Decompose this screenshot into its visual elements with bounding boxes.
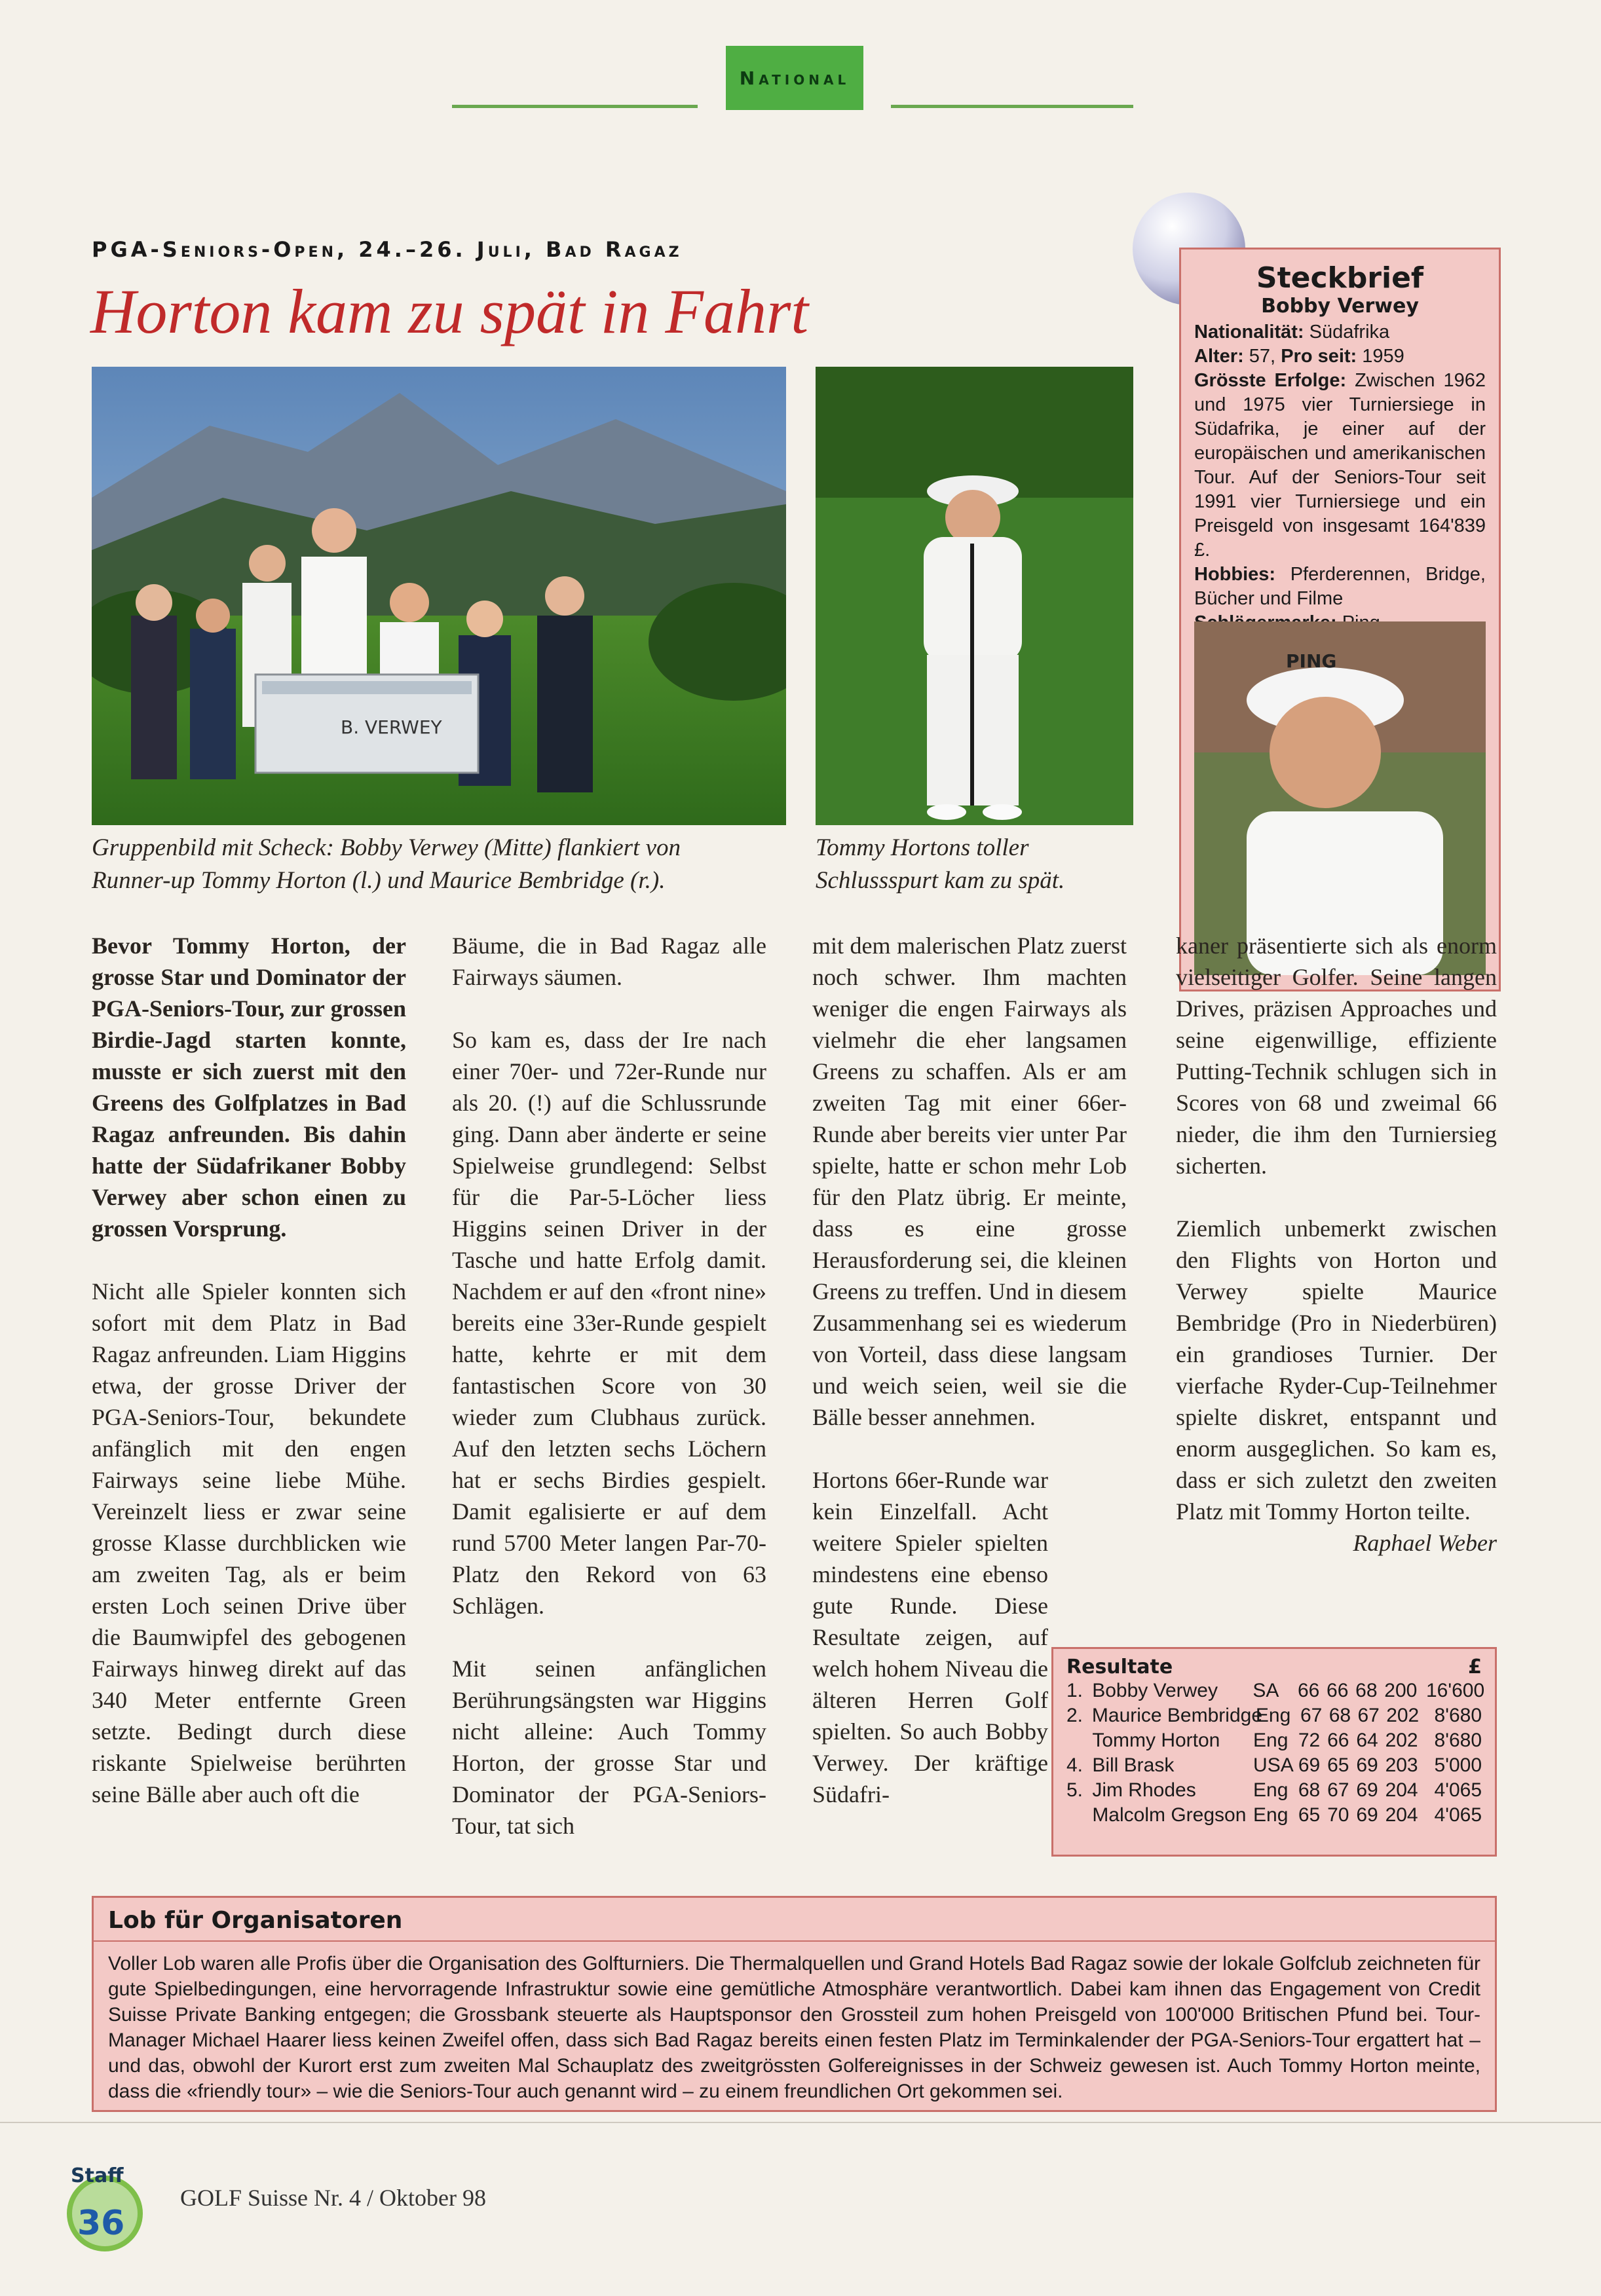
lob-box-body: Voller Lob waren alle Profis über die Organisation des Golfturniers. Die Thermalquellen und Grand Hotels Bad Ragaz sowie der lokale Golfclub zeichneten für gute Spielbedingungen, eine hervorragende Infrastruktur sowie eine gemütliche Atmosphäre verantwortlich. Dabei kam ihnen das Engagement von Credit Suisse Private Banking entgegen; die Grossbank steuerte als Hauptsponsor den Grossteil zum hohen Preisgeld von 100'000 Britischen Pfund bei. Tour-Manager Michael Haarer liess keinen Zweifel offen, dass sich Bad Ragaz bereits einen festen Platz im Terminkalender der PGA-Seniors-Tour ergattert hat – und das, obwohl der Kurort erst zum zweiten Mal Schauplatz des zweitgrössten Golfereignisses in der Schweiz gewesen ist. Auch Tommy Horton meinte, dass die «friendly tour» – wie die Seniors-Tour auch genannt wird – zu einem freundlichen Ort gekommen sei. [108, 1953, 1480, 2102]
article-kicker: PGA-Seniors-Open, 24.–26. Juli, Bad Ragaz [92, 237, 683, 262]
steckbrief-value: Pferderennen, Bridge, Bücher und Filme [1194, 564, 1486, 609]
footer-rule [0, 2122, 1601, 2123]
publication-info: GOLF Suisse Nr. 4 / Oktober 98 [180, 2185, 486, 2211]
steckbrief-value: 57, [1249, 346, 1276, 367]
result-round-2: 68 [1328, 1705, 1351, 1726]
result-round-3: 69 [1356, 1804, 1378, 1826]
result-player-name: Jim Rhodes [1092, 1779, 1196, 1801]
staff-logo-text: Staff [71, 2164, 124, 2187]
result-round-3: 68 [1355, 1680, 1378, 1701]
result-prize: 5'000 [1434, 1754, 1482, 1776]
verwey-photo-image [1194, 621, 1486, 975]
horton-photo [816, 367, 1133, 825]
result-total: 204 [1385, 1779, 1418, 1801]
verwey-photo [1194, 621, 1486, 975]
article-paragraph: Bäume, die in Bad Ragaz alle Fairways säumen. [452, 933, 766, 990]
article-headline: Horton kam zu spät in Fahrt [90, 276, 809, 346]
result-round-3: 69 [1356, 1754, 1378, 1776]
result-player-name: Bobby Verwey [1092, 1680, 1218, 1701]
result-round-2: 70 [1327, 1804, 1349, 1826]
result-total: 200 [1384, 1680, 1418, 1701]
header-rule-right [891, 105, 1133, 108]
resultate-table [1066, 1678, 1485, 1828]
caption-horton-photo: Tommy Hortons toller Schlussspurt kam zu spät. [816, 834, 1065, 894]
result-round-3: 69 [1356, 1779, 1378, 1801]
article-paragraph: Nicht alle Spieler konnten sich sofort mit dem Platz in Bad Ragaz anfreunden. Liam Higgins etwa, der grosse Driver der PGA-Seniors-Tour, bekundete anfänglich mit den engen Fairways seine liebe Mühe. Vereinzelt liess er zwar seine grosse Klasse durchblicken wie am zweiten Tag, als er beim ersten Loch seinen Drive über die Baumwipfel des gebogenen Fairways hinweg direkt auf das 340 Meter entfernte Green setzte. Bedingt durch diese riskante Spielweise berührten seine Bälle aber auch oft die [92, 1278, 406, 1807]
result-total: 203 [1385, 1754, 1418, 1776]
result-round-2: 66 [1327, 1680, 1349, 1701]
result-row [1066, 1678, 1485, 1703]
article-paragraph: mit dem malerischen Platz zuerst noch schwer. Ihm machten weniger die engen Fairways als vielmehr die eher langsamen Greens zu schaffen. Als er am zweiten Tag mit einer 66er-Runde aber bereits vier unter Par spielte, hatte er schon mehr Lob für den Platz übrig. Er meinte, dass es eine grosse Herausforderung sei, die kleinen Greens zu treffen. Und in diesem Zusammenhang sei es wiederum von Vorteil, dass diese langsam und weich seien, weil sie die Bälle besser annehmen. [812, 933, 1127, 1430]
article-paragraph: Mit seinen anfänglichen Berührungsängsten war Higgins nicht alleine: Auch Tommy Horton, der grosse Star und Dominator der PGA-Seniors-Tour, tat sich [452, 1656, 766, 1839]
steckbrief-name: Bobby Verwey [1261, 295, 1419, 318]
lob-box-title: Lob für Organisatoren [108, 1907, 403, 1934]
result-round-2: 66 [1327, 1730, 1349, 1751]
result-row [1066, 1753, 1482, 1778]
cheque-name-text: B. VERWEY [341, 716, 442, 738]
result-row [1066, 1728, 1482, 1753]
result-row [1066, 1778, 1482, 1803]
steckbrief-label: Hobbies: [1194, 564, 1276, 585]
result-rank: 4. [1066, 1754, 1083, 1776]
result-prize: 4'065 [1434, 1779, 1482, 1801]
horton-photo-image [816, 367, 1133, 825]
result-rank: 5. [1066, 1779, 1083, 1801]
result-nationality: SA [1253, 1680, 1279, 1701]
steckbrief-title: Steckbrief [1256, 261, 1424, 295]
article-paragraph: kaner präsentierte sich als enorm vielseitiger Golfer. Seine langen Drives, präzisen Approaches und seine eigenwillige, effiziente Putting-Technik schlugen sich in Scores von 68 und zweimal 66 nieder, die ihm den Turniersieg sicherten. [1176, 933, 1497, 1179]
cap-brand-text: PING [1286, 650, 1337, 672]
result-total: 202 [1385, 1730, 1418, 1751]
result-player-name: Malcolm Gregson [1092, 1804, 1247, 1826]
result-row [1066, 1703, 1482, 1728]
page-number: 36 [77, 2204, 125, 2243]
resultate-box [1051, 1647, 1497, 1857]
result-prize: 4'065 [1434, 1804, 1482, 1826]
article-author: Raphael Weber [1353, 1530, 1497, 1556]
article-column-4 [1176, 930, 1497, 1559]
steckbrief-label: Grösste Erfolge: [1194, 370, 1347, 391]
group-photo [92, 367, 786, 825]
steckbrief-details [1181, 320, 1499, 635]
result-total: 204 [1385, 1804, 1418, 1826]
currency-label: £ [1468, 1656, 1482, 1678]
header-rule-left [452, 105, 698, 108]
resultate-title: Resultate [1066, 1656, 1173, 1678]
result-prize: 8'680 [1434, 1730, 1482, 1751]
group-photo-image [92, 367, 786, 825]
page-badge [58, 2151, 156, 2256]
article-column-2 [452, 930, 766, 1842]
steckbrief-label: Alter: [1194, 346, 1244, 367]
result-round-1: 68 [1298, 1779, 1321, 1801]
steckbrief-box [1179, 248, 1501, 991]
steckbrief-value: 1959 [1362, 346, 1404, 367]
result-round-1: 65 [1298, 1804, 1321, 1826]
result-player-name: Maurice Bembridge [1091, 1705, 1263, 1726]
steckbrief-value: Zwischen 1962 und 1975 vier Turniersiege in Südafrika, je einer auf der europäischen und amerikanischen Tour. Auf der Seniors-Tour seit 1991 vier Turniersiege und ein Preisgeld von insgesamt 164'839 £. [1194, 370, 1486, 561]
result-rank [1066, 1803, 1092, 1828]
article-paragraph: Hortons 66er-Runde war kein Einzelfall. Acht weitere Spieler spielten mindestens eine ebenso gute Runde. Diese Resultate zeigen, auf welch hohem Niveau die älteren Herren Golf spielten. So auch Bobby Verwey. Der kräftige Südafri- [812, 1467, 1048, 1807]
result-nationality: Eng [1253, 1804, 1289, 1826]
result-nationality: USA [1253, 1754, 1294, 1776]
section-tab: National [726, 46, 863, 110]
steckbrief-label: Pro seit: [1281, 346, 1357, 367]
result-prize: 8'680 [1434, 1705, 1482, 1726]
article-paragraph: So kam es, dass der Ire nach einer 70er- und 72er-Runde nur als 20. (!) auf die Schlussrunde ging. Dann aber änderte er seine Spielweise grundlegend: Selbst für die Par-5-Löcher liess Higgins seinen Driver in der Tasche und hatte Erfolg damit. Nachdem er auf den «front nine» bereits eine 33er-Runde gespielt hatte, kehrte er mit dem fantastischen Score von 30 wieder zum Clubhaus zurück. Auf den letzten sechs Löchern hat er sechs Birdies gespielt. Damit egalisierte er auf dem rund 5700 Meter langen Par-70-Platz den Rekord von 63 Schlägen. [452, 1027, 766, 1619]
result-round-1: 69 [1298, 1754, 1321, 1776]
result-prize: 16'600 [1425, 1680, 1485, 1701]
result-round-1: 72 [1298, 1730, 1321, 1751]
result-rank [1066, 1728, 1092, 1753]
result-round-2: 67 [1327, 1779, 1349, 1801]
result-nationality: Eng [1253, 1779, 1289, 1801]
result-rank: 1. [1066, 1680, 1083, 1701]
result-round-3: 64 [1356, 1730, 1378, 1751]
lob-box [92, 1896, 1497, 2112]
caption-group-photo: Gruppenbild mit Scheck: Bobby Verwey (Mitte) flankiert von Runner-up Tommy Horton (l.) und Maurice Bembridge (r.). [92, 834, 681, 894]
article-lead: Bevor Tommy Horton, der grosse Star und Dominator der PGA-Seniors-Tour, zur grossen Birdie-Jagd starten konnte, musste er sich zuerst mit den Greens des Golfplatzes in Bad Ragaz anfreunden. Bis dahin hatte der Südafrikaner Bobby Verwey aber schon einen zu grossen Vorsprung. [92, 933, 406, 1242]
result-round-1: 67 [1300, 1705, 1323, 1726]
result-round-3: 67 [1357, 1705, 1380, 1726]
result-round-2: 65 [1327, 1754, 1349, 1776]
steckbrief-label: Nationalität: [1194, 322, 1304, 343]
result-nationality: Eng [1253, 1730, 1289, 1751]
result-nationality: Eng [1255, 1705, 1291, 1726]
result-total: 202 [1386, 1705, 1420, 1726]
result-round-1: 66 [1297, 1680, 1320, 1701]
article-column-1 [92, 930, 406, 1810]
result-player-name: Tommy Horton [1092, 1730, 1220, 1751]
article-paragraph: Ziemlich unbemerkt zwischen den Flights von Horton und Verwey spielte Maurice Bembridge (Pro in Niederbüren) ein grandioses Turnier. Der vierfache Ryder-Cup-Teilnehmer spielte diskret, entspannt und enorm ausgeglichen. So kam es, dass er sich zuletzt den zweiten Platz mit Tommy Horton teilte. [1176, 1215, 1497, 1525]
result-rank: 2. [1066, 1705, 1083, 1726]
result-row [1066, 1803, 1482, 1828]
steckbrief-value: Südafrika [1309, 322, 1390, 343]
result-player-name: Bill Brask [1092, 1754, 1175, 1776]
